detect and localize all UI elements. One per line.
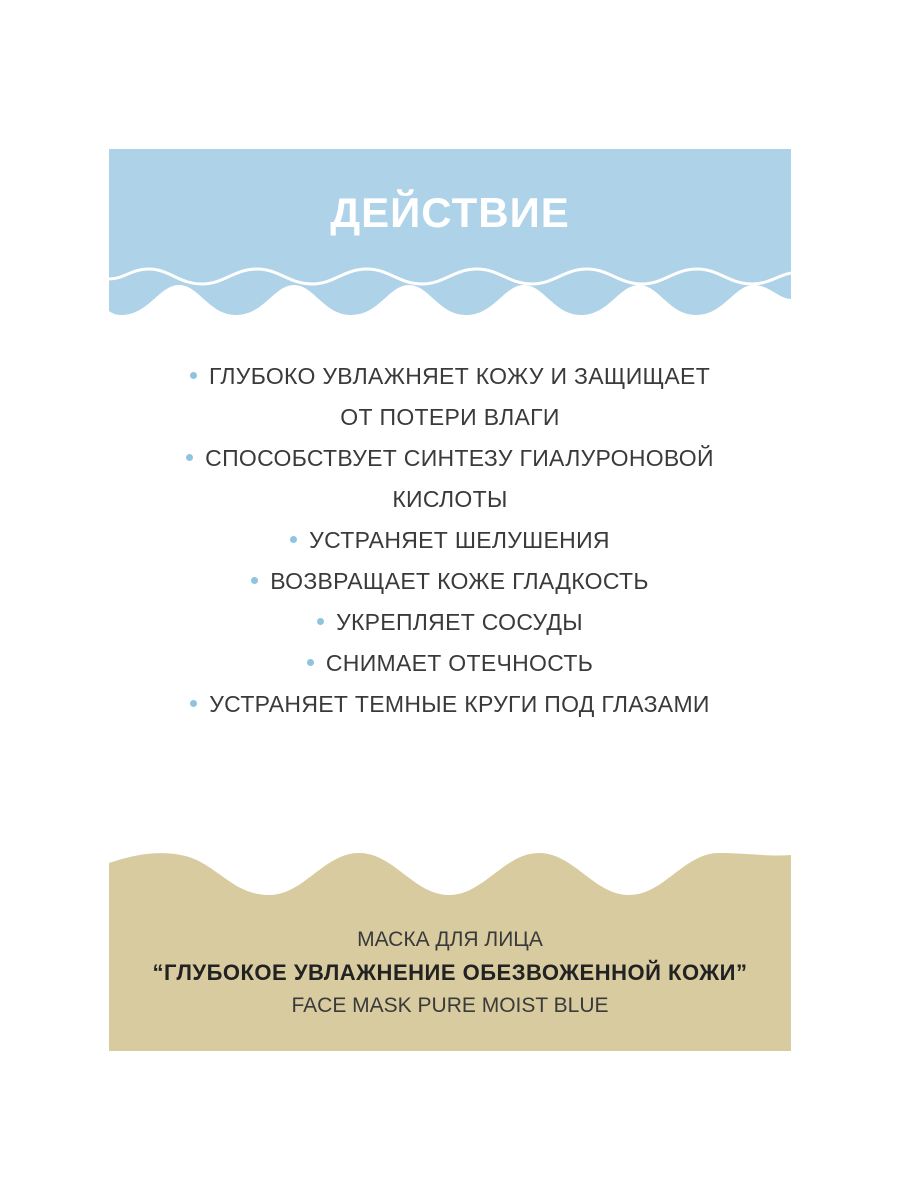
- bullet-dot-icon: [317, 618, 324, 625]
- bullet-dot-icon: [290, 536, 297, 543]
- section-title: ДЕЙСТВИЕ: [330, 189, 570, 236]
- benefit-text: СПОСОБСТВУЕТ СИНТЕЗУ ГИАЛУРОНОВОЙ: [205, 445, 714, 471]
- benefit-line: [109, 356, 791, 397]
- benefit-text: ВОЗВРАЩАЕТ КОЖЕ ГЛАДКОСТЬ: [270, 568, 649, 594]
- bullet-dot-icon: [190, 372, 197, 379]
- benefit-text: УКРЕПЛЯЕТ СОСУДЫ: [336, 609, 583, 635]
- benefit-line: [109, 684, 791, 725]
- benefits-list: [109, 356, 791, 725]
- benefit-line: [109, 520, 791, 561]
- benefit-text: ОТ ПОТЕРИ ВЛАГИ: [340, 404, 560, 430]
- benefit-line: [109, 602, 791, 643]
- bullet-dot-icon: [307, 659, 314, 666]
- product-english-name: FACE MASK PURE MOIST BLUE: [291, 994, 609, 1017]
- benefit-line: [109, 397, 791, 438]
- footer-band: [109, 845, 791, 1051]
- header-band: [109, 149, 791, 319]
- bullet-dot-icon: [186, 454, 193, 461]
- bullet-dot-icon: [190, 700, 197, 707]
- benefit-text: ГЛУБОКО УВЛАЖНЯЕТ КОЖУ И ЗАЩИЩАЕТ: [208, 363, 711, 389]
- benefit-line: [109, 643, 791, 684]
- benefit-text: СНИМАЕТ ОТЕЧНОСТЬ: [325, 650, 594, 676]
- product-type: МАСКА ДЛЯ ЛИЦА: [357, 928, 543, 951]
- benefit-text: КИСЛОТЫ: [392, 486, 508, 512]
- benefit-text: УСТРАНЯЕТ ШЕЛУШЕНИЯ: [309, 527, 610, 553]
- benefit-line: [109, 438, 791, 479]
- benefit-line: [109, 479, 791, 520]
- benefit-line: [109, 561, 791, 602]
- product-name: “ГЛУБОКОЕ УВЛАЖНЕНИЕ ОБЕЗВОЖЕННОЙ КОЖИ”: [152, 960, 748, 985]
- bullet-dot-icon: [251, 577, 258, 584]
- benefit-text: УСТРАНЯЕТ ТЕМНЫЕ КРУГИ ПОД ГЛАЗАМИ: [209, 691, 710, 717]
